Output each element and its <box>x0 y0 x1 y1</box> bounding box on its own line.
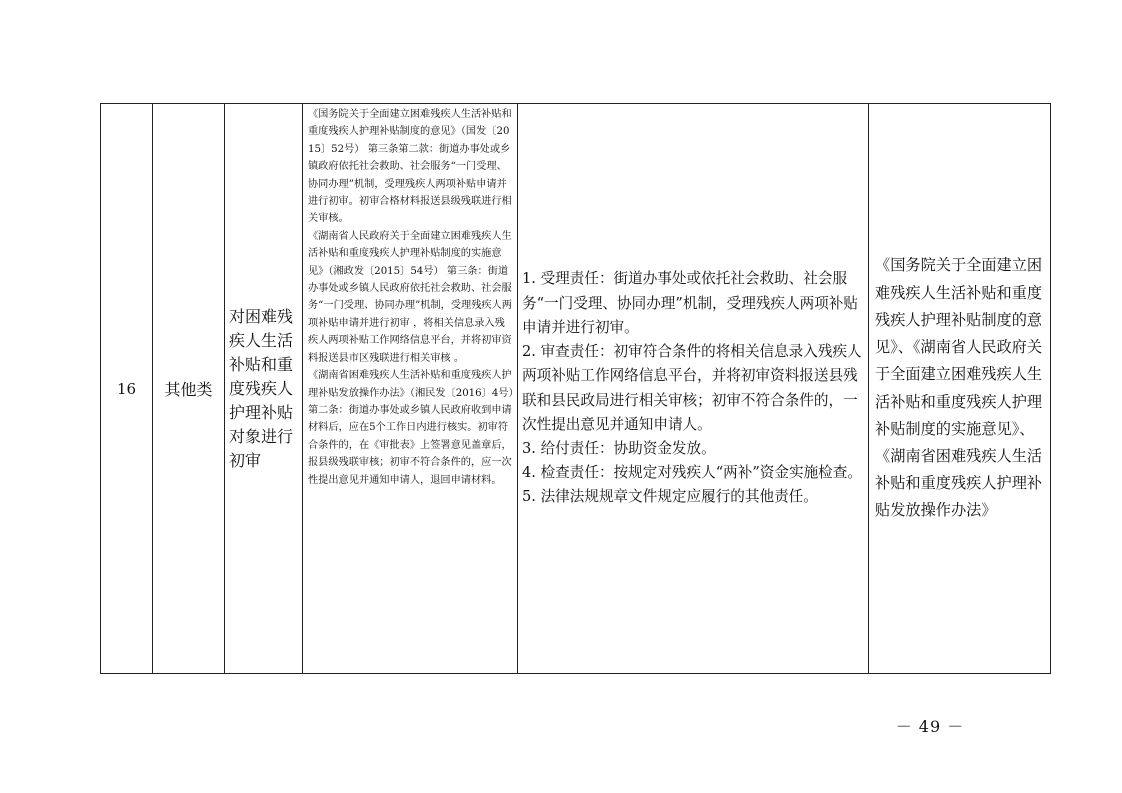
legal-basis-cell <box>303 104 518 674</box>
legal-basis-paragraph: 《湖南省人民政府关于全面建立困难残疾人生活补贴和重度残疾人护理补贴制度的实施意见》（湘政发〔2015〕54号） 第三条：街道办事处或乡镇人民政府依托社会救助、社会服务“一门受理、协同办理”机制，受理残疾人两项补贴申请并进行初审 ，将相关信息录入残疾人两项补贴工作网络信息平台，并将初审资料报送县市区残联进行相关审核 。 <box>308 230 512 364</box>
responsibility-item: 1. 受理责任：街道办事处或依托社会救助、社会服务“一门受理、协同办理”机制，受理残疾人两项补贴申请并进行初审。 <box>522 270 858 336</box>
responsibility-item: 5. 法律法规规章文件规定应履行的其他责任。 <box>522 488 818 506</box>
responsibility-item: 3. 给付责任：协助资金发放。 <box>522 439 716 457</box>
row-number: 16 <box>116 379 137 398</box>
category-label: 其他类 <box>164 380 213 399</box>
row-number-cell <box>101 104 153 674</box>
responsibility-table <box>100 103 1051 674</box>
item-name: 对困难残疾人生活补贴和重度残疾人护理补贴对象进行初审 <box>229 306 294 470</box>
page-number: － 49 － <box>895 717 965 736</box>
item-name-cell <box>225 104 303 674</box>
responsibility-item: 2. 审查责任：初审符合条件的将相关信息录入残疾人两项补贴工作网络信息平台，并将初审资料报送县残联和县民政局进行相关审核；初审不符合条件的，一次性提出意见并通知申请人。 <box>522 343 862 433</box>
references-text: 《国务院关于全面建立困难残疾人生活补贴和重度残疾人护理补贴制度的意见》、《湖南省人民政府关于全面建立困难残疾人生活补贴和重度残疾人护理补贴制度的实施意见》、《湖南省困难残疾人生活补贴和重度残疾人护理补贴发放操作办法》 <box>875 256 1043 520</box>
category-cell <box>153 104 225 674</box>
legal-basis-paragraph: 《湖南省困难残疾人生活补贴和重度残疾人护理补贴发放操作办法》（湘民发〔2016〕4号）第二条：街道办事处或乡镇人民政府收到申请材料后，应在5个工作日内进行核实。初审符合条件的，在《审批表》上签署意见盖章后，报县级残联审核；初审不符合条件的，应一次性提出意见并通知申请人，退回申请材料。 <box>308 370 514 486</box>
references-cell <box>869 104 1051 674</box>
responsibilities-cell <box>518 104 869 674</box>
table-row <box>101 104 1051 674</box>
legal-basis-paragraph: 《国务院关于全面建立困难残疾人生活补贴和重度残疾人护理补贴制度的意见》（国发〔2015〕52号） 第三条第二款：街道办事处或乡镇政府依托社会救助、社会服务“一门受理、协同办理”机制，受理残疾人两项补贴申请并进行初审。初审合格材料报送县级残联进行相关审核。 <box>308 109 512 225</box>
responsibility-item: 4. 检查责任：按规定对残疾人“两补”资金实施检查。 <box>522 464 862 482</box>
